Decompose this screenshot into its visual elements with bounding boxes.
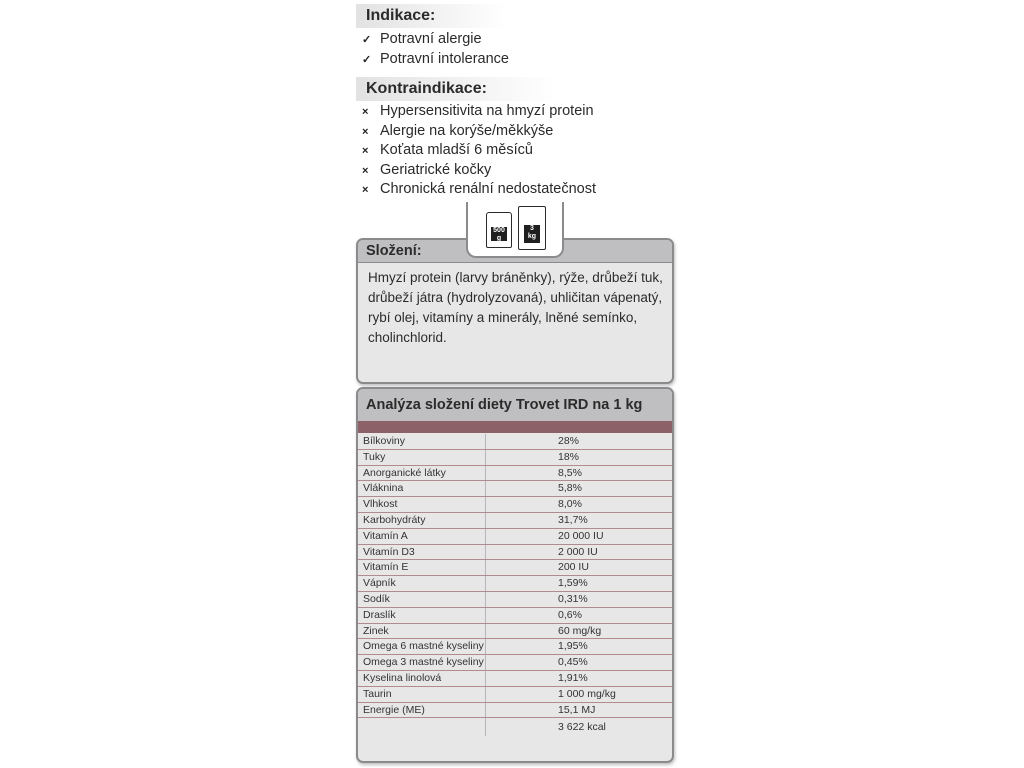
list-item <box>362 122 596 142</box>
list-item <box>362 102 596 122</box>
slozeni-text: Hmyzí protein (larvy bráněnky), rýže, drůbeží tuk, drůbeží játra (hydrolyzovaná), uhličitan vápenatý, rybí olej, vitamíny a minerály, lněné semínko, cholinchlorid. <box>368 270 663 345</box>
list-item-label: Potravní intolerance <box>380 50 509 67</box>
table-row <box>358 576 672 592</box>
column-divider <box>485 560 486 575</box>
nutrient-value: 0,31% <box>558 592 588 605</box>
nutrient-name: Vápník <box>363 577 396 590</box>
nutrient-value: 15,1 MJ <box>558 703 596 716</box>
nutrient-name: Vlhkost <box>363 498 398 511</box>
table-row <box>358 513 672 529</box>
nutrient-value: 0,6% <box>558 608 582 621</box>
list-item-label: Chronická renální nedostatečnost <box>380 181 597 197</box>
kontraindikace-title: Kontraindikace: <box>356 77 556 101</box>
list-item <box>362 50 509 70</box>
list-item <box>362 180 596 200</box>
column-divider <box>485 608 486 623</box>
list-item-label: Hypersensitivita na hmyzí protein <box>380 103 594 119</box>
analysis-title: Analýza složení diety Trovet IRD na 1 kg <box>366 397 643 413</box>
slozeni-title: Složení: <box>366 243 422 259</box>
table-row <box>358 466 672 482</box>
nutrient-name: Omega 6 mastné kyseliny <box>363 640 484 653</box>
check-icon: ✓ <box>362 53 372 66</box>
list-item-label: Alergie na korýše/měkkýše <box>380 122 554 139</box>
nutrient-name: Draslík <box>363 608 396 621</box>
bag-500g-amount: 500 <box>493 227 505 234</box>
nutrient-name: Karbohydráty <box>363 513 426 526</box>
bag-3kg-unit: kg <box>527 233 537 240</box>
column-divider <box>485 624 486 639</box>
table-row <box>358 592 672 608</box>
table-row <box>358 608 672 624</box>
nutrient-name: Omega 3 mastné kyseliny <box>363 656 484 669</box>
nutrient-name: Sodík <box>363 592 390 605</box>
column-divider <box>485 655 486 670</box>
nutrient-name: Vláknina <box>363 482 404 495</box>
column-divider <box>485 671 486 686</box>
list-item <box>362 161 596 181</box>
bag-3kg-icon <box>518 206 546 250</box>
table-row <box>358 481 672 497</box>
nutrient-value: 0,45% <box>558 656 588 669</box>
column-divider <box>485 497 486 512</box>
analysis-table <box>358 434 672 736</box>
table-row <box>358 545 672 561</box>
column-divider <box>485 513 486 528</box>
nutrient-value: 18% <box>558 450 580 463</box>
column-divider <box>485 545 486 560</box>
table-row <box>358 497 672 513</box>
list-item <box>362 30 509 50</box>
nutrient-value: 8,5% <box>558 466 582 479</box>
list-item-label: Geriatrické kočky <box>380 161 492 178</box>
table-row <box>358 560 672 576</box>
nutrient-name: Energie (ME) <box>363 703 425 716</box>
nutrient-value: 3 622 kcal <box>558 721 606 734</box>
indikace-list <box>362 30 509 69</box>
nutrient-name: Vitamín D3 <box>363 545 415 558</box>
column-divider <box>485 703 486 718</box>
list-item-label: Koťata mladší 6 měsíců <box>380 142 533 158</box>
check-icon: ✓ <box>362 34 372 46</box>
nutrient-value: 60 mg/kg <box>558 624 602 637</box>
analysis-header-band <box>358 421 672 433</box>
bag-3kg-label <box>524 225 540 243</box>
nutrient-value: 20 000 IU <box>558 529 604 542</box>
cross-icon: × <box>362 145 369 157</box>
table-row <box>358 655 672 671</box>
nutrient-name: Tuky <box>363 450 386 463</box>
cross-icon: × <box>362 106 369 118</box>
list-item <box>362 141 596 161</box>
table-row <box>358 687 672 703</box>
nutrient-value: 1,59% <box>558 577 588 590</box>
nutrient-name: Taurin <box>363 687 392 700</box>
bag-500g-unit: g <box>496 235 502 242</box>
cross-icon: × <box>362 125 369 138</box>
nutrient-value: 8,0% <box>558 498 582 511</box>
column-divider <box>485 687 486 702</box>
cross-icon: × <box>362 164 369 177</box>
column-divider <box>485 576 486 591</box>
table-row <box>358 624 672 640</box>
column-divider <box>485 434 486 449</box>
nutrient-value: 1,91% <box>558 671 588 684</box>
cross-icon: × <box>362 184 369 196</box>
analysis-card <box>356 387 674 763</box>
table-row <box>358 450 672 466</box>
nutrient-value: 2 000 IU <box>558 545 598 558</box>
table-row <box>358 434 672 450</box>
nutrient-name: Vitamín A <box>363 529 408 542</box>
table-row <box>358 529 672 545</box>
column-divider <box>485 466 486 481</box>
column-divider <box>485 529 486 544</box>
column-divider <box>485 450 486 465</box>
slozeni-card <box>356 238 674 384</box>
table-row <box>358 639 672 655</box>
nutrient-value: 1 000 mg/kg <box>558 687 616 700</box>
column-divider <box>485 592 486 607</box>
column-divider <box>485 718 486 736</box>
nutrient-value: 31,7% <box>558 513 588 526</box>
table-row <box>358 718 672 736</box>
bag-3kg-amount: 3 <box>530 225 534 232</box>
analysis-header <box>358 389 672 421</box>
indikace-title: Indikace: <box>356 4 506 28</box>
column-divider <box>485 639 486 654</box>
nutrient-name: Bílkoviny <box>363 435 406 447</box>
bag-500g-label <box>491 227 507 241</box>
nutrient-name: Kyselina linolová <box>363 671 442 684</box>
nutrient-name: Zinek <box>363 624 389 637</box>
package-sizes <box>466 202 564 258</box>
nutrient-value: 28% <box>558 435 580 447</box>
nutrient-name: Vitamín E <box>363 561 409 574</box>
kontraindikace-list <box>362 102 596 200</box>
list-item-label: Potravní alergie <box>380 31 482 47</box>
nutrient-value: 200 IU <box>558 561 589 574</box>
bag-500g-icon <box>486 212 512 248</box>
nutrient-value: 1,95% <box>558 640 588 653</box>
table-row <box>358 671 672 687</box>
column-divider <box>485 481 486 496</box>
nutrient-name: Anorganické látky <box>363 466 446 479</box>
nutrient-value: 5,8% <box>558 482 582 495</box>
table-row <box>358 703 672 719</box>
